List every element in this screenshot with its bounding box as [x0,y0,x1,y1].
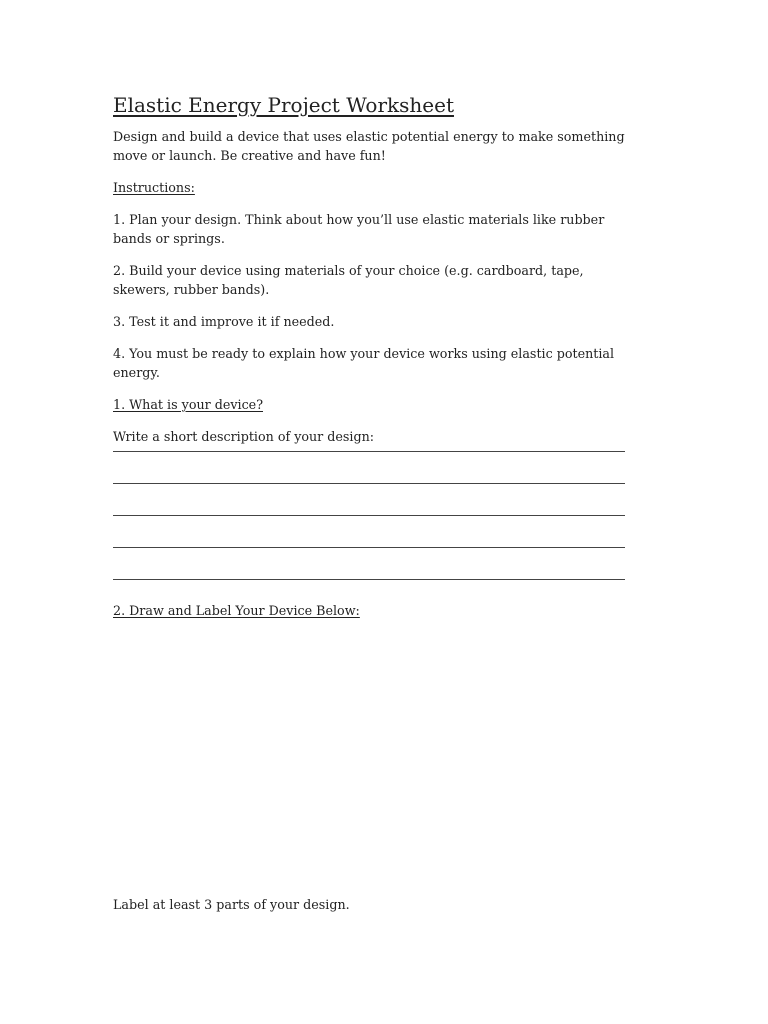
instruction-step-4: 4. You must be ready to explain how your device works using elastic potential energy. [113,346,615,380]
section1-heading: 1. What is your device? [113,397,263,412]
intro-paragraph: Design and build a device that uses elastic potential energy to make something move or launch. Be creative and have fun! [113,129,625,163]
instruction-step-3: 3. Test it and improve it if needed. [113,314,335,329]
description-prompt: Write a short description of your design: [113,429,375,444]
page-title: Elastic Energy Project Worksheet [113,93,454,117]
instruction-step-2: 2. Build your device using materials of your choice (e.g. cardboard, tape, skewers, rubber bands). [113,263,584,297]
worksheet-content [113,91,643,914]
label-instruction: Label at least 3 parts of your design. [113,897,350,912]
instructions-heading: Instructions: [113,180,195,195]
description-answer-lines [113,446,643,580]
answer-line[interactable] [113,548,625,580]
drawing-area[interactable] [113,633,643,895]
section2-heading: 2. Draw and Label Your Device Below: [113,603,360,618]
answer-line[interactable] [113,452,625,484]
instruction-step-1: 1. Plan your design. Think about how you’ll use elastic materials like rubber bands or springs. [113,212,605,246]
answer-line[interactable] [113,484,625,516]
answer-line[interactable] [113,516,625,548]
